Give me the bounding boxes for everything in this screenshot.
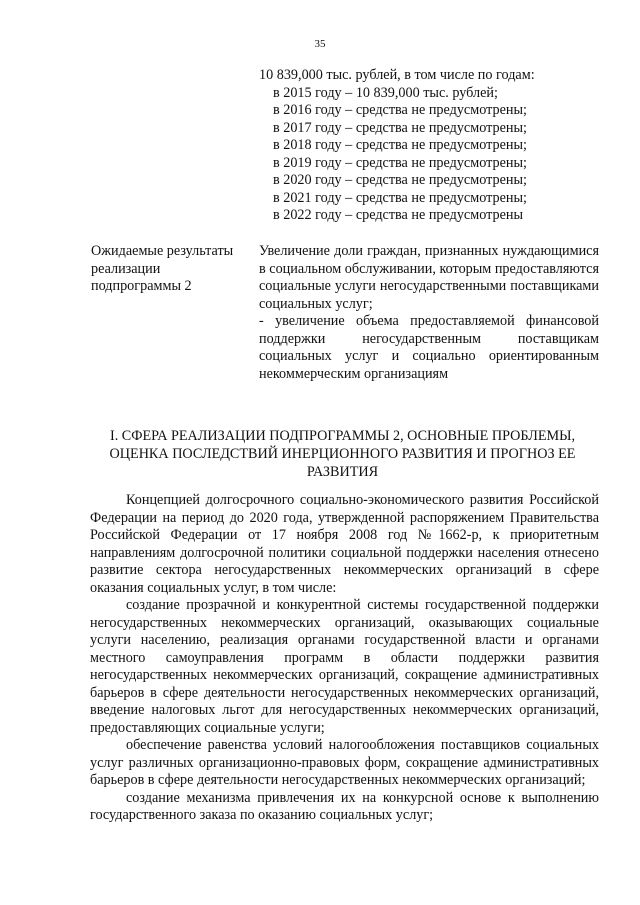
expected-result-item: Увеличение доли граждан, признанных нуждающимися в социальном обслуживании, которым предоставляются социальные услуги негосударственными поставщиками социальных услуг; (259, 243, 599, 312)
funding-year-2017: в 2017 году – средства не предусмотрены; (273, 119, 527, 136)
paragraph: обеспечение равенства условий налогообложения поставщиков социальных услуг различных организационно-правовых форм, сокращение административных барьеров в сфере деятельности негосударственных некоммерческих организаций; (90, 737, 599, 788)
expected-results-label: Ожидаемые результаты реализации подпрограммы 2 (91, 243, 234, 294)
funding-year-2019: в 2019 году – средства не предусмотрены; (273, 154, 527, 171)
section-title: I. СФЕРА РЕАЛИЗАЦИИ ПОДПРОГРАММЫ 2, ОСНОВНЫЕ ПРОБЛЕМЫ, ОЦЕНКА ПОСЛЕДСТВИЙ ИНЕРЦИОННОГО РАЗВИТИЯ И ПРОГНОЗ ЕЕ РАЗВИТИЯ (109, 428, 576, 480)
funding-year-2021: в 2021 году – средства не предусмотрены; (273, 189, 527, 206)
paragraph: создание механизма привлечения их на конкурсной основе к выполнению государственного заказа по оказанию социальных услуг; (90, 789, 599, 823)
funding-year-2015: в 2015 году – 10 839,000 тыс. рублей; (273, 84, 498, 101)
expected-results-text (259, 243, 599, 383)
paragraph: создание прозрачной и конкурентной системы государственной поддержки негосударственных некоммерческих организаций, оказывающих социальные услуги населению, реализация органами государственной власти и органами местного самоуправления программ в области поддержки развития негосударственных некоммерческих организаций, сокращение административных барьеров в сфере деятельности негосударственных некоммерческих организаций, введение налоговых льгот для негосударственных некоммерческих организаций, предоставляющих социальные услуги; (90, 597, 599, 736)
page-number: 35 (314, 38, 326, 50)
funding-year-2018: в 2018 году – средства не предусмотрены; (273, 137, 527, 153)
funding-year-2020: в 2020 году – средства не предусмотрены; (273, 172, 527, 188)
funding-block (259, 67, 599, 225)
funding-year-2022: в 2022 году – средства не предусмотрены (273, 207, 524, 223)
funding-total: 10 839,000 тыс. рублей, в том числе по годам: (259, 67, 535, 83)
expected-result-item: - увеличение объема предоставляемой финансовой поддержки негосударственным поставщикам социальных услуг и социально ориентированным некоммерческим организациям (259, 313, 599, 382)
paragraph: Концепцией долгосрочного социально-экономического развития Российской Федерации на период до 2020 года, утвержденной распоряжением Правительства Российской Федерации от 17 ноября 2008 год №1662-р, к приоритетным направлениям долгосрочной политики социальной поддержки населения отнесено развитие сектора негосударственных некоммерческих организаций в сфере оказания социальных услуг, в том числе: (90, 492, 599, 596)
funding-year-2016: в 2016 году – средства не предусмотрены; (273, 102, 527, 118)
body-text (90, 492, 599, 825)
